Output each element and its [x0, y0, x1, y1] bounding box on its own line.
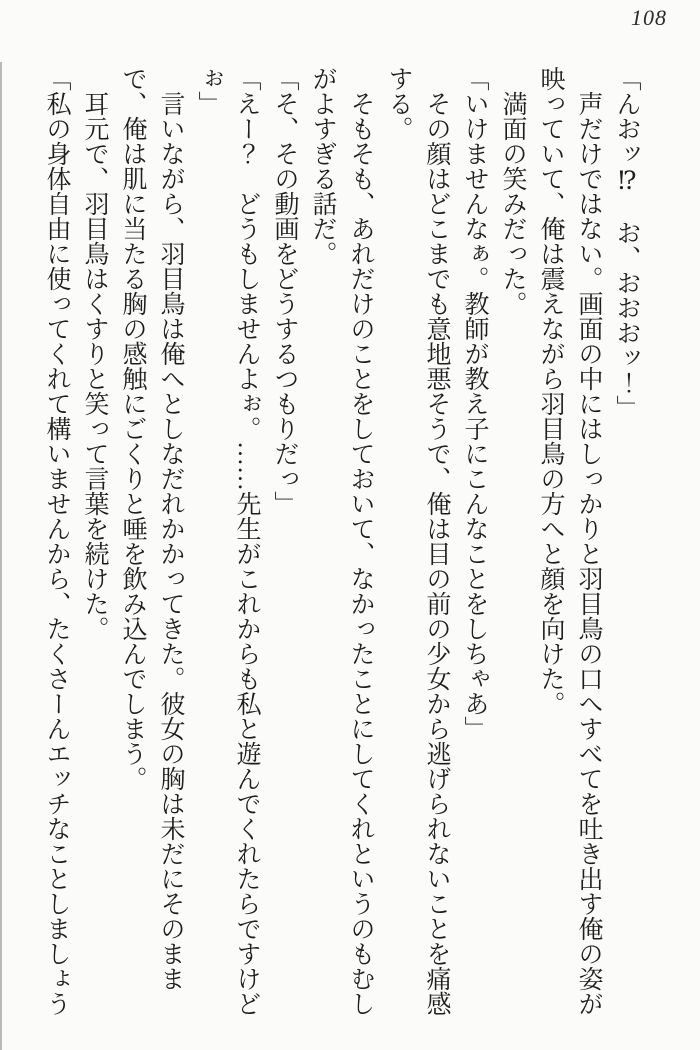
paragraph-narrative: 声だけではない。画面の中にはしっかりと羽目鳥の口へすべてを吐き出す俺の姿が映っていて、俺は震えながら羽目鳥の方へと顔を向けた。 [537, 66, 602, 1016]
vertical-text-body [33, 66, 645, 1031]
paragraph-narrative: その顔はどこまでも意地悪そうで、俺は目の前の少女から逃げられないことを痛感する。 [385, 66, 450, 1016]
paragraph-dialogue: 「んおッ⁉ お、おおおッ！」 [613, 66, 640, 420]
paragraph-narrative: 満面の笑みだった。 [499, 91, 526, 316]
paragraph-narrative: そもそも、あれだけのことをしておいて、なかったことにしてくれというのもむしがよすぎる話だ。 [309, 66, 374, 1016]
paragraph-dialogue: 「いけませんなぁ。教師が教え子にこんなことをしちゃあ」 [461, 66, 488, 741]
paragraph-dialogue: 「そ、その動画をどうするつもりだっ」 [271, 66, 298, 516]
paragraph-narrative: 耳元で、羽目鳥はくすりと笑って言葉を続けた。 [81, 91, 108, 641]
paragraph-dialogue: 「えー？ どうもしませんよぉ。……先生がこれからも私と遊んでくれたらですけどぉ」 [195, 66, 260, 1016]
paragraph-dialogue: 「私の身体自由に使ってくれて構いませんから、たくさーんエッチなことしましょう [43, 66, 70, 1016]
paragraph-narrative: 言いながら、羽目鳥は俺へとしなだれかかってきた。彼女の胸は未だにそのままで、俺は肌に当たる胸の感触にごくりと唾を飲み込んでしまう。 [119, 66, 184, 991]
page-edge-line [0, 62, 2, 1050]
page-number: 108 [631, 5, 667, 30]
